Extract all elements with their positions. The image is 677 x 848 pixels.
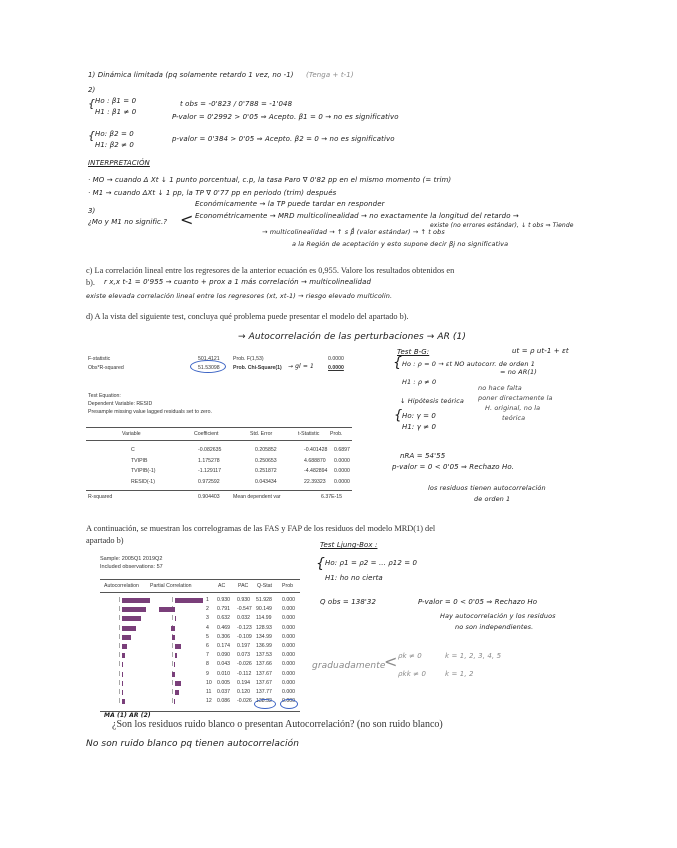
corr-pac: 0.032: [237, 615, 250, 622]
h1-gamma: H1: γ ≠ 0: [402, 423, 437, 431]
corr-p: 0.000: [282, 624, 295, 631]
pac-axis: |: [172, 661, 174, 668]
ma-ar: MA (1) AR (2): [104, 712, 151, 719]
p-circle: [280, 699, 298, 709]
bg-cell: 1.175278: [198, 457, 220, 464]
dependent-var: Dependent Variable: RESID: [88, 401, 153, 407]
ac-axis: |: [119, 679, 121, 686]
bg-cell: 0.250653: [255, 457, 277, 464]
pac-bar: [174, 699, 175, 704]
probchi-label: Prob. Chi-Square(1): [233, 365, 282, 371]
pac-bar: [174, 662, 175, 667]
sample: Sample: 2005Q1 2019Q2: [100, 556, 163, 562]
ac-bar: [122, 616, 141, 621]
corr-n: 8: [206, 661, 209, 668]
econ-2: Econométricamente → MRD multicolinealidad → no exactamente la longitud del retardo →: [195, 212, 519, 220]
corr-ac: 0.306: [217, 633, 230, 640]
col-prob: Prob.: [330, 431, 343, 437]
corr-ac: 0.174: [217, 643, 230, 649]
ac-bar: [122, 653, 125, 658]
col-autocorr: Autocorrelation: [104, 583, 139, 589]
corr-ac: 0.005: [217, 679, 230, 686]
bg-hw: → Autocorrelación de las perturbaciones → AR (1): [238, 332, 466, 342]
corr-ac: 0.930: [217, 597, 230, 603]
pac-bar: [172, 672, 175, 677]
bg-cell: C: [131, 447, 135, 453]
bg-h1: H1 : ρ ≠ 0: [402, 378, 437, 386]
corr-ac: 0.010: [217, 670, 230, 677]
ac-axis: |: [119, 624, 121, 631]
econ-4: a la Región de aceptación y esto supone decir βj no significativa: [292, 240, 509, 248]
corr-pac: 0.197: [237, 643, 250, 649]
c-question: c) La correlación lineal entre los regresores de la anterior ecuación es 0,955. Valore los resultados obtenidos en: [86, 266, 455, 275]
ac-bar: [122, 644, 127, 649]
nohace-3: H. original, no la: [485, 404, 541, 412]
k-2: k = 1, 2: [445, 670, 474, 678]
pac-bar: [171, 626, 175, 631]
ac-axis: |: [119, 606, 121, 613]
bg-cell: 0.0000: [334, 468, 350, 474]
interp-2: · M1 → cuando ΔXt ↓ 1 pp, la TP ∇ 0'77 pp en periodo (trim) después: [88, 189, 337, 197]
probchi-hw: → gl = 1: [288, 363, 314, 370]
corr-q: 137.53: [256, 652, 272, 659]
pac-bar: [175, 690, 179, 695]
bg-cell: -1.129117: [198, 468, 221, 474]
interpretacion: INTERPRETACIÓN: [88, 159, 150, 167]
col-pac: PAC: [238, 583, 249, 589]
corr-q: 137.67: [256, 679, 272, 686]
corr-q: 137.77: [256, 689, 272, 695]
pac-axis: |: [172, 679, 174, 686]
note-3: 3): [88, 207, 96, 215]
obs-value: 51.53098: [198, 365, 220, 371]
ac-axis: |: [119, 643, 121, 649]
pac-axis: |: [172, 643, 174, 649]
bg-cell: -4.482894: [304, 468, 328, 474]
corr-n: 12: [206, 698, 212, 705]
corr-q: 114.99: [256, 615, 272, 622]
bg-cell: 0.972592: [198, 478, 220, 485]
pvalor-lm: p-valor = 0 < 0'05 ⇒ Rechazo Ho.: [392, 463, 515, 471]
a-cont: A continuación, se muestran los correlogramas de las FAS y FAP de los residuos del modelo MRD(1) del: [86, 524, 436, 533]
corr-q: 137.66: [256, 661, 272, 668]
pac-bar: [175, 598, 203, 603]
col-coef: Coefficient: [194, 431, 219, 437]
corr-pac: 0.120: [237, 689, 250, 695]
test-equation: Test Equation:: [88, 393, 121, 399]
interp-1: · MO → cuando Δ Xt ↓ 1 punto porcentual, c.p, la tasa Paro ∇ 0'82 pp en el mismo momento (= trim): [88, 176, 452, 184]
bg-cell: 0.205852: [255, 447, 277, 453]
c-hw-1: r x,x t-1 = 0'955 → cuanto + prox a 1 más correlación → multicolinealidad: [104, 278, 371, 286]
corr-ac: 0.037: [217, 689, 230, 695]
ac-bar: [122, 607, 146, 612]
corr-pac: -0.109: [237, 633, 252, 640]
fstat-label: F-statistic: [88, 356, 111, 362]
d-question: d) A la vista del siguiente test, concluya qué problema puede presentar el modelo del apartado b).: [86, 312, 409, 321]
ac-axis: |: [119, 597, 121, 603]
corr-pac: 0.930: [237, 597, 250, 603]
col-tstat: t-Statistic: [298, 431, 320, 437]
col-stderr: Std. Error: [250, 431, 273, 437]
h0-a: Ho : β1 = 0: [95, 97, 137, 105]
pac-axis: |: [172, 652, 174, 659]
obs-circle: [190, 360, 226, 373]
ac-axis: |: [119, 698, 121, 705]
col-ac: AC: [218, 583, 226, 589]
probf-value: 0.0000: [328, 356, 344, 362]
mdv-value: 6.37E-15: [321, 494, 343, 500]
ac-axis: |: [119, 670, 121, 677]
col-qstat: Q-Stat: [257, 583, 272, 589]
corr-q: 137.67: [256, 670, 272, 677]
corr-n: 5: [206, 633, 209, 640]
pvalor-2: p-valor = 0'384 > 0'05 ⇒ Acepto. β2 = 0 → no es significativo: [172, 135, 395, 143]
bg-cell: -0.401428: [304, 447, 328, 453]
corr-pac: -0.123: [237, 624, 252, 631]
gradual: graduadamente: [312, 661, 386, 671]
q-obs: Q obs = 138'32: [320, 598, 377, 606]
corr-ac: 0.090: [217, 652, 230, 659]
resid-autocorr: los residuos tienen autocorrelación: [428, 484, 546, 492]
bg-cell: 22.39323: [304, 478, 326, 485]
corr-ac: 0.632: [217, 615, 230, 622]
pac-bar: [175, 681, 181, 686]
pac-bar: [175, 653, 177, 658]
question-3: ¿Mo y M1 no signific.?: [88, 218, 168, 226]
bg-cell: 0.0000: [334, 478, 350, 485]
pac-axis: |: [172, 615, 174, 622]
c-hw-2: existe elevada correlación lineal entre los regresores (xt, xt-1) → riesgo elevado multicolin.: [86, 292, 393, 300]
corr-q: 134.99: [256, 633, 272, 640]
final-question: ¿Son los residuos ruido blanco o presentan Autocorrelación? (no son ruido blanco): [112, 719, 443, 730]
note-2: 2): [88, 86, 96, 94]
pac-bar: [172, 635, 175, 640]
pac-axis: |: [172, 698, 174, 705]
econ-2b: existe (no errores estándar), ↓ t obs ⇒ Tiende: [430, 222, 574, 229]
corr-q: 138.32: [256, 698, 272, 705]
econ-1: Económicamente → la TP puede tardar en responder: [195, 200, 385, 208]
q-circle: [254, 699, 276, 709]
ac-axis: |: [119, 689, 121, 695]
corr-pac: -0.112: [237, 670, 252, 677]
bg-cell: TVIPIB(-1): [131, 468, 156, 474]
corr-ac: 0.791: [217, 606, 230, 613]
corr-pac: 0.194: [237, 679, 250, 686]
corr-pac: -0.547: [237, 606, 252, 613]
corr-p: 0.000: [282, 670, 295, 677]
hipotesis: ↓ Hipótesis teórica: [400, 397, 464, 405]
pac-bar: [175, 644, 181, 649]
pac-bar: [159, 607, 175, 612]
a-cont-2: apartado b): [86, 536, 124, 545]
pac-bar: [175, 616, 176, 621]
c-b: b).: [86, 278, 95, 287]
bg-cell: 0.6897: [334, 447, 350, 453]
r2-label: R-squared: [88, 494, 113, 500]
lb-h0: Ho: ρ1 = ρ2 = ... ρ12 = 0: [325, 559, 418, 567]
ac-bar: [122, 635, 131, 640]
corr-q: 90.149: [256, 606, 272, 613]
ljung-box: Test Ljung-Box :: [320, 541, 378, 549]
corr-pac: -0.026: [237, 661, 252, 668]
corr-q: 128.93: [256, 624, 272, 631]
corr-p: 0.000: [282, 661, 295, 668]
ac-axis: |: [119, 615, 121, 622]
col-variable: Variable: [122, 431, 141, 437]
resid-orden: de orden 1: [474, 495, 511, 503]
corr-pac: 0.073: [237, 652, 250, 659]
corr-ac: 0.086: [217, 698, 230, 705]
corr-p: 0.000: [282, 643, 295, 649]
col-partial: Partial Correlation: [150, 583, 192, 589]
ac-axis: |: [119, 633, 121, 640]
pvalor-1: P-valor = 0'2992 > 0'05 ⇒ Acepto. β1 = 0 → no es significativo: [172, 113, 399, 121]
corr-p: 0.000: [282, 679, 295, 686]
corr-q: 51.928: [256, 597, 272, 603]
bg-cell: 0.251872: [255, 468, 277, 474]
lb-pvalor-3: no son independientes.: [455, 623, 534, 631]
corr-p: 0.000: [282, 606, 295, 613]
included-obs: Included observations: 57: [100, 564, 163, 570]
ac-bar: [122, 626, 136, 631]
ac-bar: [122, 699, 125, 704]
corr-n: 4: [206, 624, 209, 631]
corr-n: 9: [206, 670, 209, 677]
nohace: no hace falta: [478, 384, 522, 392]
corr-ac: 0.043: [217, 661, 230, 668]
bg-h0: Ho : ρ = 0 → εt NO autocorr. de orden 1: [402, 360, 536, 368]
presample: Presample missing value lagged residuals set to zero.: [88, 409, 212, 415]
corr-pac: -0.026: [237, 698, 252, 705]
nohace-4: teórica: [502, 414, 526, 422]
ac-axis: |: [119, 652, 121, 659]
final-answer: No son ruido blanco pq tienen autocorrelación: [86, 739, 300, 749]
corr-ac: 0.469: [217, 624, 230, 631]
bg-cell: 0.0000: [334, 457, 350, 464]
corr-n: 6: [206, 643, 209, 649]
pk-2: ρkk ≠ 0: [398, 670, 427, 678]
note-1: 1) Dinámica limitada (pq solamente retardo 1 vez, no -1): [88, 71, 294, 79]
col-probq: Prob: [282, 583, 293, 589]
test-bg: Test B-G:: [397, 348, 430, 356]
fstat-value: 501.4121: [198, 356, 220, 362]
corr-p: 0.000: [282, 615, 295, 622]
ut-eq: ut = ρ ut-1 + εt: [512, 347, 569, 355]
econ-3: → multicolinealidad → ↑ s β̂ (valor estándar) → ↑ t obs: [262, 228, 445, 236]
corr-n: 3: [206, 615, 209, 622]
nra: nRA = 54'55: [400, 452, 446, 460]
bg-h0b: = no AR(1): [500, 368, 537, 376]
lb-h1: H1: ho no cierta: [325, 574, 383, 582]
bg-cell: 0.043434: [255, 478, 277, 485]
corr-n: 7: [206, 652, 209, 659]
k-1: k = 1, 2, 3, 4, 5: [445, 652, 502, 660]
lb-pvalor: P-valor = 0 < 0'05 ⇒ Rechazo Ho: [418, 598, 538, 606]
corr-p: 0.000: [282, 652, 295, 659]
h1-a: H1 : β1 ≠ 0: [95, 108, 137, 116]
probchi-value: 0.0000: [328, 365, 344, 371]
h1-b: H1: β2 ≠ 0: [95, 141, 134, 149]
bg-cell: TVIPIB: [131, 457, 148, 464]
ac-axis: |: [119, 661, 121, 668]
corr-p: 0.000: [282, 689, 295, 695]
bg-cell: RESID(-1): [131, 478, 155, 485]
corr-p: 0.000: [282, 597, 295, 603]
ac-bar: [122, 690, 123, 695]
r2-value: 0.904403: [198, 494, 220, 500]
corr-n: 10: [206, 679, 212, 686]
nohace-2: poner directamente la: [478, 394, 553, 402]
pk-1: ρk ≠ 0: [398, 652, 422, 660]
pac-axis: |: [172, 597, 174, 603]
corr-p: 0.000: [282, 633, 295, 640]
corr-n: 11: [206, 689, 212, 695]
pac-axis: |: [172, 689, 174, 695]
lb-pvalor-2: Hay autocorrelación y los residuos: [440, 612, 556, 620]
note-1-gray: (Tenga + t-1): [306, 71, 354, 79]
bg-cell: -0.082635: [198, 447, 222, 453]
t-obs: t obs = -0'823 / 0'788 = -1'048: [180, 100, 293, 108]
mdv-label: Mean dependent var: [233, 494, 281, 500]
h0-b: Ho: β2 = 0: [95, 130, 134, 138]
ac-bar: [122, 662, 123, 667]
corr-p: 0.000: [282, 698, 295, 705]
corr-n: 2: [206, 606, 209, 613]
corr-q: 136.99: [256, 643, 272, 649]
ho-gamma: Ho: γ = 0: [402, 412, 436, 420]
corr-n: 1: [206, 597, 209, 603]
obs-label: Obs*R-squared: [88, 365, 124, 371]
ac-bar: [122, 598, 150, 603]
probf-label: Prob. F(1,53): [233, 356, 264, 362]
bg-cell: 4.688870: [304, 457, 326, 464]
